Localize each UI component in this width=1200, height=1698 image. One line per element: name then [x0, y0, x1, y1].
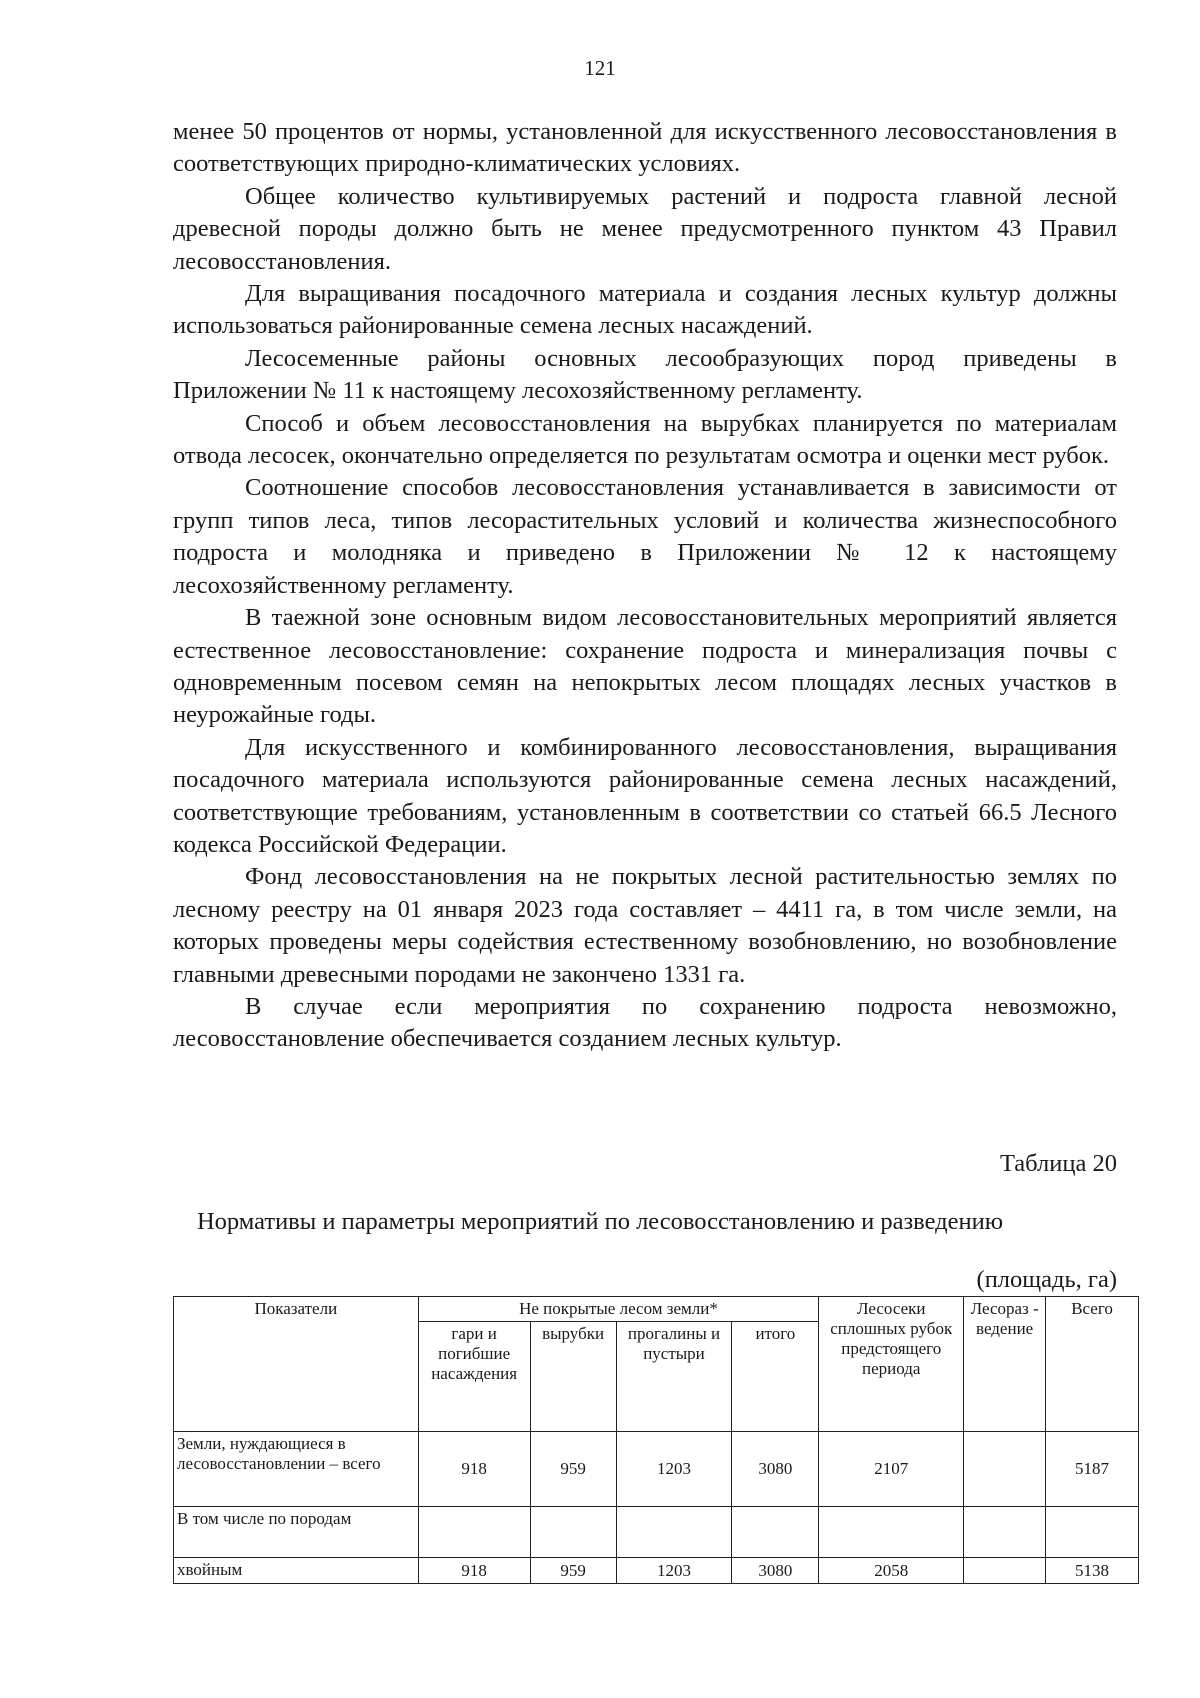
row-label: В том числе по породам: [174, 1507, 419, 1558]
table-row: [174, 1558, 1139, 1584]
table-cell: [964, 1507, 1046, 1558]
table-cell: 1203: [616, 1558, 732, 1584]
paragraph: Лесосеменные районы основных лесообразующих пород приведены в Приложении № 11 к настоящему лесохозяйственному регламенту.: [173, 344, 1117, 405]
table-cell: [616, 1507, 732, 1558]
table-label: Таблица 20: [999, 1150, 1117, 1177]
header-total: Всего: [1046, 1297, 1139, 1432]
table-cell: [418, 1507, 530, 1558]
paragraph: Способ и объем лесовосстановления на вырубках планируется по материалам отвода лесосек, окончательно определяется по результатам осмотра и оценки мест рубок.: [173, 409, 1117, 470]
paragraph: менее 50 процентов от нормы, установленной для искусственного лесовосстановления в соответствующих природно-климатических условиях.: [173, 118, 1117, 178]
header-afforestation: Лесораз - ведение: [964, 1297, 1046, 1432]
table-units: (площадь, га): [976, 1266, 1117, 1293]
table-cell: [819, 1507, 964, 1558]
table-cell: [964, 1432, 1046, 1507]
header-clearcut-areas: Лесосеки сплошных рубок предстоящего периода: [819, 1297, 964, 1432]
table-cell: 2058: [819, 1558, 964, 1584]
table-cell: 5138: [1046, 1558, 1139, 1584]
data-table: [173, 1296, 1139, 1584]
table-cell: [530, 1507, 616, 1558]
header-uncovered-lands: Не покрытые лесом земли*: [418, 1297, 819, 1322]
paragraph: Общее количество культивируемых растений и подроста главной лесной древесной породы должно быть не менее предусмотренного пунктом 43 Правил лесовосстановления.: [173, 182, 1117, 275]
table-cell: [732, 1507, 819, 1558]
table-row: [174, 1507, 1139, 1558]
table-header-row: [174, 1297, 1139, 1322]
row-label: хвойным: [174, 1558, 419, 1584]
body-text: [173, 116, 1117, 1056]
header-subtotal: итого: [732, 1322, 819, 1432]
page-number: 121: [584, 56, 616, 80]
table-cell: [964, 1558, 1046, 1584]
table-cell: 918: [418, 1558, 530, 1584]
table-cell: [1046, 1507, 1139, 1558]
paragraph: Фонд лесовосстановления на не покрытых лесной растительностью землях по лесному реестру на 01 января 2023 года составляет – 4411 га, в том числе земли, на которых проведены меры содействия естественному возобновлению, но возобновление главными древесными породами не закончено 1331 га.: [173, 863, 1117, 988]
table-cell: 5187: [1046, 1432, 1139, 1507]
paragraph: В таежной зоне основным видом лесовосстановительных мероприятий является естественное лесовосстановление: сохранение подроста и минерализация почвы с одновременным посевом семян на непокрытых лесом площадях лесных участков в неурожайные годы.: [173, 604, 1117, 729]
table-title: Нормативы и параметры мероприятий по лесовосстановлению и разведению: [196, 1208, 1004, 1235]
table-cell: 3080: [732, 1432, 819, 1507]
paragraph: Соотношение способов лесовосстановления устанавливается в зависимости от групп типов леса, типов лесорастительных условий и количества жизнеспособного подроста и молодняка и приведено в Приложении № 12 к настоящему лесохозяйственному регламенту.: [173, 474, 1117, 599]
table-cell: 3080: [732, 1558, 819, 1584]
table-cell: 959: [530, 1432, 616, 1507]
paragraph: В случае если мероприятия по сохранению подроста невозможно, лесовосстановление обеспечивается созданием лесных культур.: [173, 992, 1117, 1053]
header-indicators: Показатели: [174, 1297, 419, 1432]
paragraph: Для выращивания посадочного материала и создания лесных культур должны использоваться районированные семена лесных насаждений.: [173, 280, 1117, 340]
paragraph: Для искусственного и комбинированного лесовосстановления, выращивания посадочного материала используются районированные семена лесных насаждений, соответствующие требованиям, установленным в соответствии со статьей 66.5 Лесного кодекса Российской Федерации.: [173, 733, 1117, 858]
header-cuttings: вырубки: [530, 1322, 616, 1432]
table-cell: 959: [530, 1558, 616, 1584]
table-cell: 1203: [616, 1432, 732, 1507]
header-glades: прогалины и пустыри: [616, 1322, 732, 1432]
row-label: Земли, нуждающиеся в лесовосстановлении – всего: [174, 1432, 419, 1507]
header-burnt-stands: гари и погибшие насаждения: [418, 1322, 530, 1432]
table-cell: 918: [418, 1432, 530, 1507]
table-cell: 2107: [819, 1432, 964, 1507]
table-row: [174, 1432, 1139, 1507]
